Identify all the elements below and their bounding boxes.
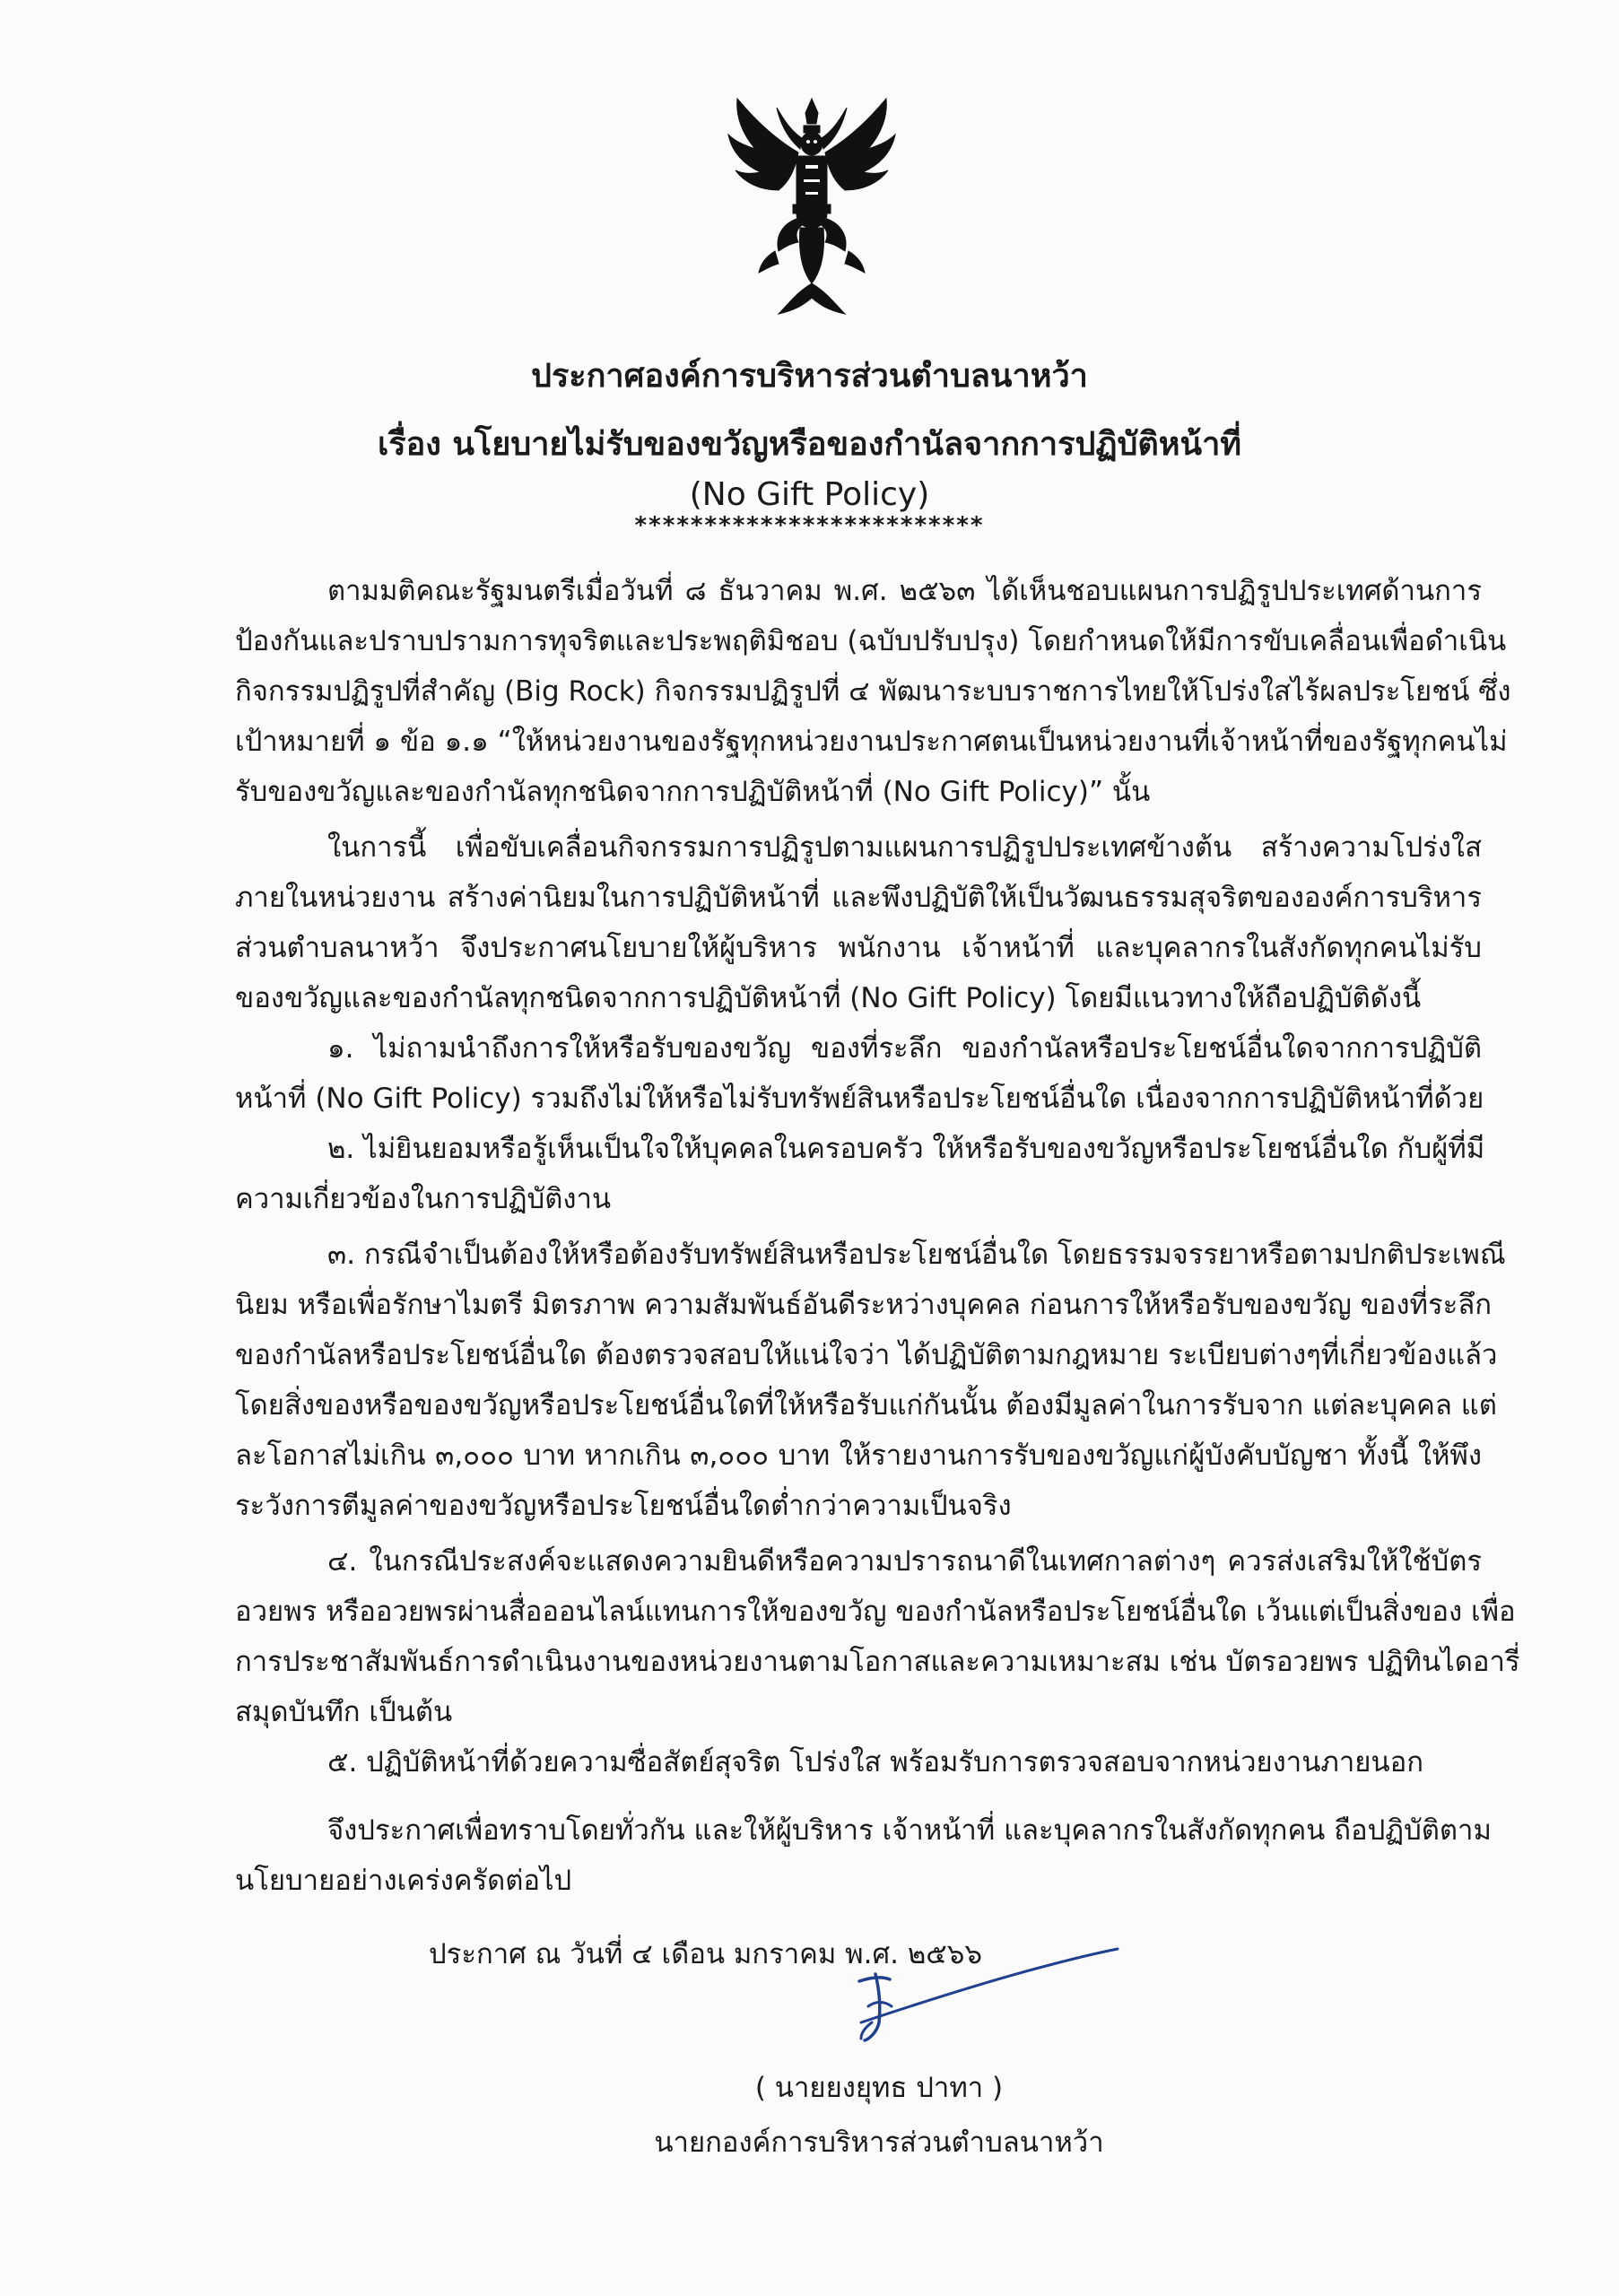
paragraph-line: รับของขวัญและของกำนัลทุกชนิดจากการปฏิบัติหน้าที่ (No Gift Policy)” นั้น [235, 776, 1151, 808]
list-item-line: ๕. ปฏิบัติหน้าที่ด้วยความซื่อสัตย์สุจริต โปร่งใส พร้อมรับการตรวจสอบจากหน่วยงานภายนอก [327, 1746, 1423, 1779]
list-item-line: การประชาสัมพันธ์การดำเนินงานของหน่วยงานตามโอกาสและความเหมาะสม เช่น บัตรอวยพร ปฏิทินไดอารี่ [235, 1646, 1520, 1678]
paragraph-line: ป้องกันและปราบปรามการทุจริตและประพฤติมิชอบ (ฉบับปรับปรุง) โดยกำหนดให้มีการขับเคลื่อนเพื่อดำเนิน [235, 625, 1507, 657]
paragraph-line: ตามมติคณะรัฐมนตรีเมื่อวันที่ ๘ ธันวาคม พ.ศ. ๒๕๖๓ ได้เห็นชอบแผนการปฏิรูปประเทศด้านการ [327, 575, 1482, 607]
paragraph-line: ภายในหน่วยงาน สร้างค่านิยมในการปฏิบัติหน้าที่ และพึงปฏิบัติให้เป็นวัฒนธรรมสุจริตขององค์การบริหาร [235, 882, 1482, 914]
list-item-line: นิยม หรือเพื่อรักษาไมตรี มิตรภาพ ความสัมพันธ์อันดีระหว่างบุคคล ก่อนการให้หรือรับของขวัญ ของที่ระลึก [235, 1289, 1493, 1321]
list-item-line: โดยสิ่งของหรือของขวัญหรือประโยชน์อื่นใดที่ให้หรือรับแก่กันนั้น ต้องมีมูลค่าในการรับจาก แต่ละบุคคล แต่ [235, 1389, 1497, 1422]
list-item-line: หน้าที่ (No Gift Policy) รวมถึงไม่ให้หรือไม่รับทรัพย์สินหรือประโยชน์อื่นใด เนื่องจากการปฏิบัติหน้าที่ด้วย [235, 1083, 1484, 1115]
signatory-position: นายกองค์การบริหารส่วนตำบลนาหว้า [654, 2126, 1104, 2159]
list-item-line: ระวังการตีมูลค่าของขวัญหรือประโยชน์อื่นใดต่ำกว่าความเป็นจริง [235, 1490, 1012, 1522]
paragraph-line: ส่วนตำบลนาหว้า จึงประกาศนโยบายให้ผู้บริหาร พนักงาน เจ้าหน้าที่ และบุคลากรในสังกัดทุกคนไม่รับ [235, 932, 1482, 964]
subject-english: (No Gift Policy) [689, 476, 930, 513]
list-item-line: ๒. ไม่ยินยอมหรือรู้เห็นเป็นใจให้บุคคลในครอบครัว ให้หรือรับของขวัญหรือประโยชน์อื่นใด กับผู้ที่มี [327, 1133, 1485, 1165]
list-item-line: ละโอกาสไม่เกิน ๓,๐๐๐ บาท หากเกิน ๓,๐๐๐ บาท ให้รายงานการรับของขวัญแก่ผู้บังคับบัญชา ทั้งนี้ ให้พึง [235, 1439, 1482, 1472]
handwritten-signature [834, 1933, 1121, 2058]
garuda-emblem-icon [725, 93, 900, 317]
list-item-line: ๔. ในกรณีประสงค์จะแสดงความยินดีหรือความปรารถนาดีในเทศกาลต่างๆ ควรส่งเสริมให้ใช้บัตร [327, 1545, 1482, 1578]
list-item-line: สมุดบันทึก เป็นต้น [235, 1696, 453, 1728]
paragraph-line: ของขวัญและของกำนัลทุกชนิดจากการปฏิบัติหน้าที่ (No Gift Policy) โดยมีแนวทางให้ถือปฏิบัติดังนี้ [235, 982, 1422, 1014]
list-item-line: อวยพร หรืออวยพรผ่านสื่อออนไลน์แทนการให้ของขวัญ ของกำนัลหรือประโยชน์อื่นใด เว้นแต่เป็นสิ่งของ เพื่อ [235, 1596, 1516, 1628]
paragraph-line: เป้าหมายที่ ๑ ข้อ ๑.๑ “ให้หน่วยงานของรัฐทุกหน่วยงานประกาศตนเป็นหน่วยงานที่เจ้าหน้าที่ของรัฐทุกคนไม่ [235, 726, 1508, 758]
signatory-name: ( นายยงยุทธ ปาทา ) [754, 2072, 1004, 2104]
subject-line: เรื่อง นโยบายไม่รับของขวัญหรือของกำนัลจากการปฏิบัติหน้าที่ [377, 426, 1242, 463]
announcement-date: ประกาศ ณ วันที่ ๔ เดือน มกราคม พ.ศ. ๒๕๖๖ [429, 1938, 983, 1970]
paragraph-line: กิจกรรมปฏิรูปที่สำคัญ (Big Rock) กิจกรรมปฏิรูปที่ ๔ พัฒนาระบบราชการไทยให้โปร่งใสไร้ผลประโยชน์ ซึ่ง [235, 675, 1511, 708]
closing-line: นโยบายอย่างเคร่งครัดต่อไป [235, 1865, 572, 1897]
list-item-line: ความเกี่ยวข้องในการปฏิบัติงาน [235, 1183, 612, 1215]
paragraph-line: ในการนี้ เพื่อขับเคลื่อนกิจกรรมการปฏิรูปตามแผนการปฏิรูปประเทศข้างต้น สร้างความโปร่งใส [327, 831, 1482, 864]
announcement-title: ประกาศองค์การบริหารส่วนตำบลนาหว้า [531, 358, 1088, 395]
list-item-line: ๓. กรณีจำเป็นต้องให้หรือต้องรับทรัพย์สินหรือประโยชน์อื่นใด โดยธรรมจรรยาหรือตามปกติประเพณี [327, 1239, 1506, 1271]
list-item-line: ๑. ไม่ถามนำถึงการให้หรือรับของขวัญ ของที่ระลึก ของกำนัลหรือประโยชน์อื่นใดจากการปฏิบัติ [327, 1032, 1482, 1065]
separator-stars: ************************* [634, 512, 985, 539]
closing-line: จึงประกาศเพื่อทราบโดยทั่วกัน และให้ผู้บริหาร เจ้าหน้าที่ และบุคลากรในสังกัดทุกคน ถือปฏิบัติตาม [327, 1814, 1492, 1847]
list-item-line: ของกำนัลหรือประโยชน์อื่นใด ต้องตรวจสอบให้แน่ใจว่า ได้ปฏิบัติตามกฎหมาย ระเบียบต่างๆที่เกี่ยวข้องแล้ว [235, 1339, 1498, 1371]
